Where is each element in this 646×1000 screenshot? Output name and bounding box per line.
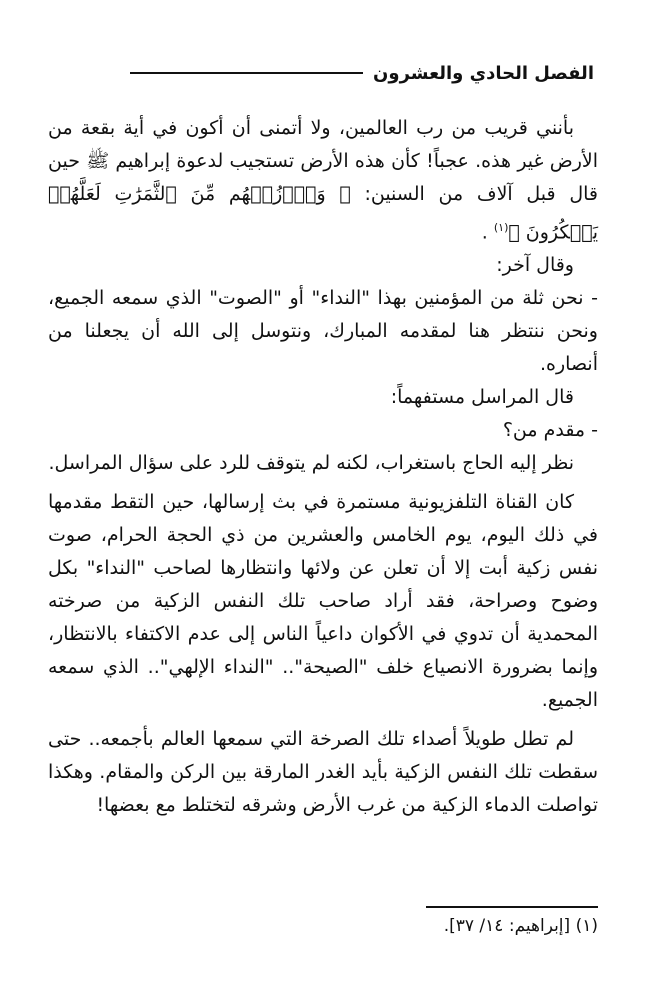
chapter-title: الفصل الحادي والعشرون: [373, 62, 594, 84]
paragraph-7: كان القناة التلفزيونية مستمرة في بث إرسالها، حين التقط مقدمها في ذلك اليوم، يوم الخامس والعشرين من ذي الحجة الحرام، صوت نفس زكية أبت إلا أن تعلن عن ولائها وانتظارها لصاحب "النداء" بكل وضوح وصراحة، فقد أراد صاحب تلك النفس الزكية من صرخته المحمدية أن تدوي في الأكوان داعياً الناس إلى عدم الاكتفاء بالانتظار، وإنما بضرورة الانصياع خلف "الصيحة".. "النداء الإلهي".. الذي سمعه الجميع.: [48, 491, 598, 712]
paragraph-3: - نحن ثلة من المؤمنين بهذا "النداء" أو "الصوت" الذي سمعه الجميع، ونحن ننتظر هنا لمقدمه المبارك، ونتوسل إلى الله أن يجعلنا من أنصاره.: [48, 287, 598, 376]
quran-verse: ﴿ وَٱرۡزُقۡهُم مِّنَ ٱلثَّمَرَٰتِ لَعَلَّهُمۡ يَشۡكُرُونَ ﴾: [48, 183, 598, 244]
paragraph-1: [48, 112, 598, 249]
chapter-header: [130, 56, 594, 90]
header-rule: [130, 72, 363, 74]
footnote-rule: [426, 906, 598, 908]
page-body: [48, 112, 598, 822]
paragraph-2: وقال آخر:: [496, 254, 574, 277]
paragraph-4: قال المراسل مستفهماً:: [390, 386, 574, 409]
paragraph-6: نظر إليه الحاج باستغراب، لكنه لم يتوقف للرد على سؤال المراسل.: [48, 452, 574, 475]
footnote: (١) [إبراهيم: ١٤/ ٣٧].: [443, 916, 598, 936]
paragraph-8: لم تطل طويلاً أصداء تلك الصرخة التي سمعها العالم بأجمعه.. حتى سقطت تلك النفس الزكية بأيد الغدر المارقة بين الركن والمقام. وهكذا تواصلت الدماء الزكية من غرب الأرض وشرقه لتختلط مع بعضها!: [48, 728, 598, 817]
paragraph-1-text: بأنني قريب من رب العالمين، ولا أتمنى أن أكون في أية بقعة من الأرض غير هذه. عجباً! كأن هذه الأرض تستجيب لدعوة إبراهيم ﷺ حين قال قبل آلاف من السنين:: [48, 117, 598, 205]
paragraph-5: - مقدم من؟: [502, 419, 598, 442]
paragraph-1-end: .: [481, 221, 494, 244]
footnote-reference: (١): [493, 221, 509, 234]
